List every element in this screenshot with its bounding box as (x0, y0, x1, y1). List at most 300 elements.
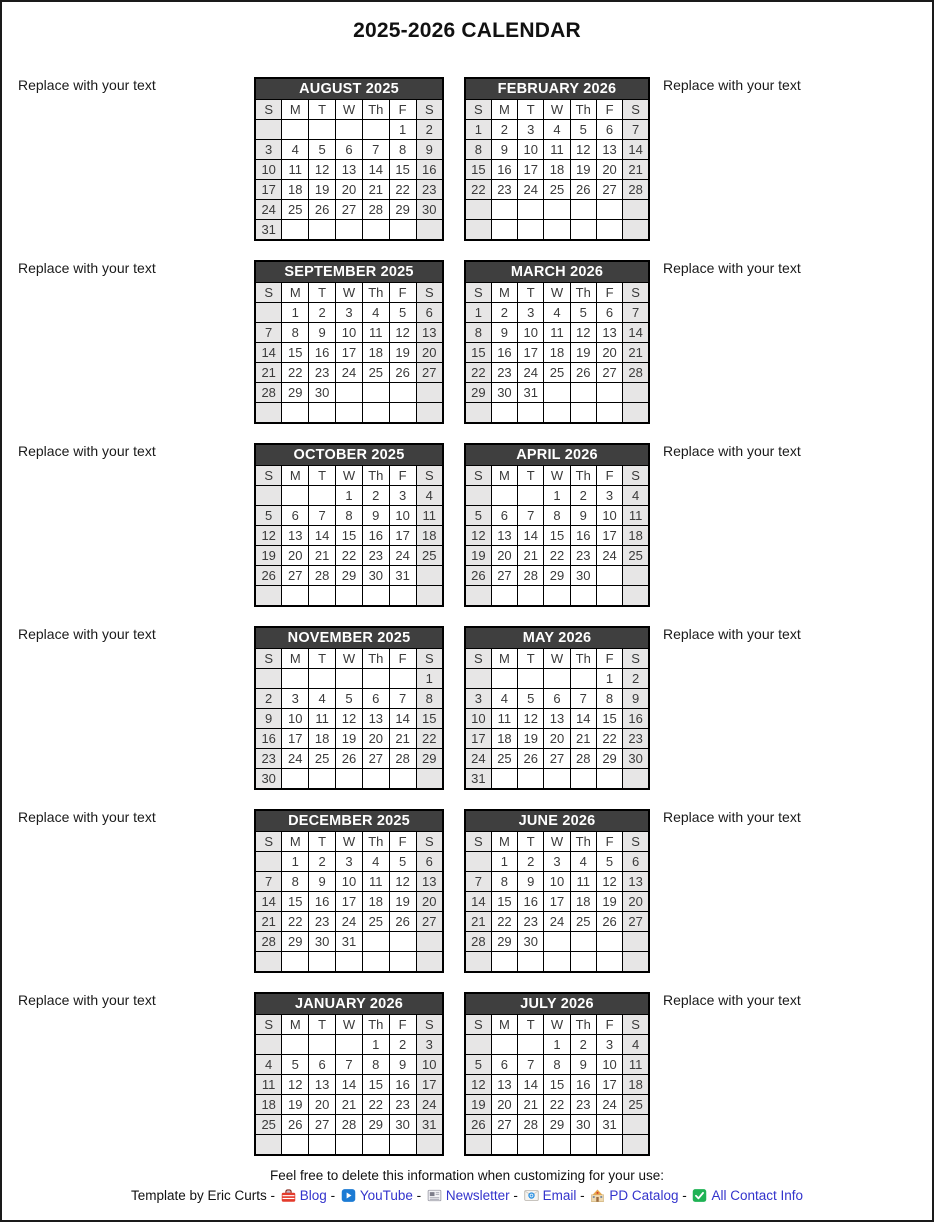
footer-note: Feel free to delete this information when customizing for your use: (270, 1168, 664, 1183)
day-cell: 27 (416, 363, 443, 383)
day-cell (336, 769, 363, 790)
day-cell: 30 (309, 932, 336, 952)
day-cell (389, 220, 416, 241)
day-header-cell: W (544, 832, 570, 852)
day-cell (416, 586, 443, 607)
day-cell: 10 (518, 323, 544, 343)
day-cell: 11 (416, 506, 443, 526)
day-cell: 3 (336, 852, 363, 872)
day-cell (255, 403, 282, 424)
day-header-cell: W (544, 1015, 570, 1035)
day-cell: 14 (336, 1075, 363, 1095)
day-cell: 12 (570, 323, 596, 343)
day-cell: 22 (465, 180, 491, 200)
day-cell (336, 952, 363, 973)
day-cell (416, 952, 443, 973)
day-cell: 17 (255, 180, 282, 200)
day-cell: 28 (255, 383, 282, 403)
day-cell: 11 (623, 1055, 649, 1075)
day-cell: 4 (544, 120, 570, 140)
day-cell: 16 (255, 729, 282, 749)
calendar-row-5 (2, 809, 932, 992)
day-cell: 27 (491, 566, 517, 586)
day-cell: 18 (544, 343, 570, 363)
day-cell: 24 (389, 546, 416, 566)
month-calendar-october-2025 (254, 443, 444, 607)
day-cell (518, 669, 544, 689)
day-header-cell: M (282, 283, 309, 303)
placeholder-text-right-2[interactable]: Replace with your text (663, 260, 801, 276)
placeholder-text-left-4[interactable]: Replace with your text (18, 626, 156, 642)
day-header-cell: Th (570, 466, 596, 486)
day-cell: 15 (389, 160, 416, 180)
day-header-cell: W (336, 832, 363, 852)
day-cell (465, 1135, 491, 1156)
day-cell: 3 (416, 1035, 443, 1055)
day-cell: 5 (518, 689, 544, 709)
day-cell: 3 (336, 303, 363, 323)
day-cell: 2 (309, 852, 336, 872)
day-header-cell: S (465, 649, 491, 669)
day-cell: 25 (623, 546, 649, 566)
day-header-cell: F (389, 466, 416, 486)
day-header-cell: S (465, 832, 491, 852)
day-cell (389, 383, 416, 403)
day-cell: 3 (282, 689, 309, 709)
day-cell: 1 (389, 120, 416, 140)
day-header-cell: F (596, 283, 622, 303)
day-cell (255, 852, 282, 872)
day-cell: 10 (255, 160, 282, 180)
month-calendar-june-2026 (464, 809, 650, 973)
day-cell (518, 586, 544, 607)
placeholder-text-left-6[interactable]: Replace with your text (18, 992, 156, 1008)
day-cell: 26 (596, 912, 622, 932)
day-cell: 10 (596, 1055, 622, 1075)
day-cell (491, 586, 517, 607)
footer-separator: - (412, 1188, 425, 1203)
day-cell: 20 (596, 160, 622, 180)
day-cell: 26 (465, 1115, 491, 1135)
day-cell: 1 (596, 669, 622, 689)
day-cell: 5 (336, 689, 363, 709)
day-cell: 8 (362, 1055, 389, 1075)
day-header-cell: F (389, 283, 416, 303)
day-cell (336, 586, 363, 607)
day-cell: 23 (255, 749, 282, 769)
day-cell: 13 (282, 526, 309, 546)
day-header-cell: F (389, 1015, 416, 1035)
month-calendar-august-2025 (254, 77, 444, 241)
day-cell: 1 (282, 303, 309, 323)
placeholder-text-right-6[interactable]: Replace with your text (663, 992, 801, 1008)
day-cell: 22 (282, 912, 309, 932)
day-cell: 25 (623, 1095, 649, 1115)
day-cell: 26 (570, 363, 596, 383)
day-header-cell: M (491, 832, 517, 852)
day-cell: 15 (416, 709, 443, 729)
day-cell: 9 (309, 323, 336, 343)
day-header-cell: S (255, 832, 282, 852)
day-cell (544, 1135, 570, 1156)
day-cell: 10 (544, 872, 570, 892)
day-cell: 21 (465, 912, 491, 932)
day-cell: 11 (362, 872, 389, 892)
day-cell: 2 (491, 303, 517, 323)
day-header-cell: Th (362, 1015, 389, 1035)
month-calendar-november-2025 (254, 626, 444, 790)
day-cell: 1 (544, 486, 570, 506)
day-cell: 20 (336, 180, 363, 200)
day-header-cell: W (544, 466, 570, 486)
day-cell (570, 200, 596, 220)
day-cell: 23 (570, 546, 596, 566)
day-cell: 12 (465, 526, 491, 546)
day-cell (570, 769, 596, 790)
day-cell: 18 (623, 1075, 649, 1095)
day-cell: 16 (309, 892, 336, 912)
day-cell: 28 (570, 749, 596, 769)
day-cell: 26 (389, 363, 416, 383)
day-cell: 20 (491, 546, 517, 566)
day-cell: 16 (362, 526, 389, 546)
day-cell: 15 (282, 892, 309, 912)
day-cell: 27 (362, 749, 389, 769)
day-cell: 23 (491, 180, 517, 200)
day-cell: 11 (544, 140, 570, 160)
day-header-cell: Th (570, 832, 596, 852)
month-title-november-2025: NOVEMBER 2025 (255, 627, 443, 649)
day-cell (255, 303, 282, 323)
day-cell: 8 (465, 140, 491, 160)
day-cell: 30 (570, 566, 596, 586)
day-cell: 1 (336, 486, 363, 506)
day-header-cell: S (416, 466, 443, 486)
day-cell: 7 (255, 872, 282, 892)
day-cell: 14 (309, 526, 336, 546)
month-title-march-2026: MARCH 2026 (465, 261, 649, 283)
day-cell: 27 (416, 912, 443, 932)
day-header-cell: M (491, 649, 517, 669)
day-cell: 9 (491, 323, 517, 343)
day-cell: 13 (416, 323, 443, 343)
day-cell (518, 952, 544, 973)
day-cell: 29 (282, 932, 309, 952)
day-cell: 26 (389, 912, 416, 932)
day-cell: 26 (570, 180, 596, 200)
newspaper-icon (427, 1188, 442, 1203)
day-cell: 9 (518, 872, 544, 892)
day-cell: 7 (518, 506, 544, 526)
day-cell: 21 (255, 363, 282, 383)
day-cell (309, 1035, 336, 1055)
month-calendar-july-2026 (464, 992, 650, 1156)
day-cell: 21 (570, 729, 596, 749)
day-cell (518, 220, 544, 241)
footer-link-blog[interactable]: Blog (299, 1188, 327, 1203)
day-cell: 21 (623, 343, 649, 363)
day-cell: 17 (518, 343, 544, 363)
day-cell: 29 (596, 749, 622, 769)
day-cell (362, 1135, 389, 1156)
day-cell (309, 120, 336, 140)
day-cell: 19 (570, 160, 596, 180)
day-cell: 8 (282, 872, 309, 892)
day-cell: 12 (389, 323, 416, 343)
day-cell (309, 486, 336, 506)
day-cell: 26 (518, 749, 544, 769)
day-cell (518, 1135, 544, 1156)
footer-link-all-contact-info[interactable]: All Contact Info (711, 1188, 804, 1203)
day-cell: 23 (623, 729, 649, 749)
day-cell: 12 (336, 709, 363, 729)
day-cell: 6 (416, 852, 443, 872)
green-check-icon (692, 1188, 707, 1203)
footer-separator: - (678, 1188, 691, 1203)
day-cell: 24 (518, 363, 544, 383)
day-cell: 13 (491, 1075, 517, 1095)
day-cell: 9 (491, 140, 517, 160)
month-title-october-2025: OCTOBER 2025 (255, 444, 443, 466)
day-cell (282, 586, 309, 607)
day-cell (623, 200, 649, 220)
month-title-february-2026: FEBRUARY 2026 (465, 78, 649, 100)
day-cell (544, 769, 570, 790)
day-header-cell: S (255, 1015, 282, 1035)
day-cell: 17 (389, 526, 416, 546)
placeholder-text-right-4[interactable]: Replace with your text (663, 626, 801, 642)
day-cell: 7 (336, 1055, 363, 1075)
day-cell (623, 586, 649, 607)
day-cell (623, 932, 649, 952)
day-cell (416, 220, 443, 241)
placeholder-text-left-2[interactable]: Replace with your text (18, 260, 156, 276)
day-cell: 29 (544, 1115, 570, 1135)
day-cell (309, 669, 336, 689)
day-cell: 6 (282, 506, 309, 526)
day-header-cell: W (336, 466, 363, 486)
day-cell: 5 (282, 1055, 309, 1075)
day-cell (596, 566, 622, 586)
day-cell (255, 486, 282, 506)
day-cell: 23 (309, 912, 336, 932)
day-cell (282, 769, 309, 790)
day-cell (596, 932, 622, 952)
day-cell (336, 120, 363, 140)
day-cell (416, 383, 443, 403)
day-cell: 20 (309, 1095, 336, 1115)
day-header-cell: S (623, 283, 649, 303)
day-cell: 16 (389, 1075, 416, 1095)
day-cell: 7 (623, 120, 649, 140)
month-title-july-2026: JULY 2026 (465, 993, 649, 1015)
day-cell: 13 (362, 709, 389, 729)
day-cell: 10 (336, 872, 363, 892)
day-cell (362, 120, 389, 140)
day-cell (491, 200, 517, 220)
day-header-cell: Th (362, 832, 389, 852)
day-cell: 19 (389, 343, 416, 363)
day-cell: 13 (491, 526, 517, 546)
day-cell: 19 (282, 1095, 309, 1115)
day-cell (282, 1035, 309, 1055)
day-cell: 27 (309, 1115, 336, 1135)
day-cell (362, 932, 389, 952)
day-cell: 28 (623, 363, 649, 383)
day-cell: 17 (416, 1075, 443, 1095)
day-cell: 18 (570, 892, 596, 912)
day-cell: 18 (362, 343, 389, 363)
day-cell: 30 (491, 383, 517, 403)
day-cell: 4 (623, 486, 649, 506)
day-cell: 16 (570, 526, 596, 546)
day-cell (623, 566, 649, 586)
day-cell (309, 1135, 336, 1156)
day-cell: 13 (596, 140, 622, 160)
day-cell: 6 (596, 120, 622, 140)
day-cell: 30 (362, 566, 389, 586)
day-cell: 16 (518, 892, 544, 912)
day-header-cell: Th (362, 466, 389, 486)
day-cell: 14 (255, 892, 282, 912)
day-cell: 19 (465, 1095, 491, 1115)
footer-link-newsletter[interactable]: Newsletter (445, 1188, 510, 1203)
day-cell: 7 (362, 140, 389, 160)
day-cell: 1 (282, 852, 309, 872)
day-cell: 11 (362, 323, 389, 343)
day-cell (570, 932, 596, 952)
day-cell: 16 (491, 343, 517, 363)
day-cell (596, 200, 622, 220)
day-cell (389, 586, 416, 607)
placeholder-text-right-5[interactable]: Replace with your text (663, 809, 801, 825)
day-cell (491, 220, 517, 241)
day-cell: 15 (465, 343, 491, 363)
day-header-cell: S (465, 466, 491, 486)
day-cell (282, 669, 309, 689)
day-cell: 25 (255, 1115, 282, 1135)
day-header-cell: M (491, 100, 517, 120)
day-cell (282, 120, 309, 140)
day-cell: 6 (491, 506, 517, 526)
day-cell (544, 403, 570, 424)
day-cell: 19 (309, 180, 336, 200)
day-cell: 21 (518, 1095, 544, 1115)
day-cell: 17 (336, 892, 363, 912)
placeholder-text-right-1[interactable]: Replace with your text (663, 77, 801, 93)
day-cell (309, 952, 336, 973)
day-cell: 19 (570, 343, 596, 363)
day-header-cell: S (465, 100, 491, 120)
month-calendar-december-2025 (254, 809, 444, 973)
day-cell: 6 (336, 140, 363, 160)
day-cell: 30 (570, 1115, 596, 1135)
placeholder-text-right-3[interactable]: Replace with your text (663, 443, 801, 459)
day-header-cell: S (465, 1015, 491, 1035)
day-cell: 6 (596, 303, 622, 323)
day-header-cell: T (309, 283, 336, 303)
day-header-cell: M (282, 649, 309, 669)
day-header-cell: T (309, 466, 336, 486)
day-cell: 24 (336, 912, 363, 932)
day-cell: 11 (309, 709, 336, 729)
day-cell (491, 403, 517, 424)
day-cell (309, 586, 336, 607)
day-cell: 15 (282, 343, 309, 363)
day-cell: 14 (362, 160, 389, 180)
day-cell: 5 (255, 506, 282, 526)
placeholder-text-left-3[interactable]: Replace with your text (18, 443, 156, 459)
day-cell: 28 (336, 1115, 363, 1135)
day-cell: 21 (255, 912, 282, 932)
day-cell (596, 403, 622, 424)
day-cell: 2 (362, 486, 389, 506)
day-cell: 23 (416, 180, 443, 200)
day-header-cell: Th (570, 283, 596, 303)
day-header-cell: F (596, 100, 622, 120)
calendar-row-6 (2, 992, 932, 1156)
day-cell: 24 (518, 180, 544, 200)
day-header-cell: W (336, 649, 363, 669)
day-cell: 10 (596, 506, 622, 526)
footer-link-pd-catalog[interactable]: PD Catalog (609, 1188, 679, 1203)
day-header-cell: F (596, 832, 622, 852)
placeholder-text-left-1[interactable]: Replace with your text (18, 77, 156, 93)
day-header-cell: W (544, 100, 570, 120)
day-cell: 28 (465, 932, 491, 952)
day-cell: 9 (570, 506, 596, 526)
day-cell: 14 (623, 323, 649, 343)
day-cell: 14 (465, 892, 491, 912)
day-cell: 9 (389, 1055, 416, 1075)
footer-separator: - (509, 1188, 522, 1203)
day-header-cell: S (255, 283, 282, 303)
day-cell (309, 403, 336, 424)
day-cell: 25 (544, 180, 570, 200)
day-cell (544, 669, 570, 689)
day-cell (389, 669, 416, 689)
day-cell (570, 403, 596, 424)
placeholder-text-left-5[interactable]: Replace with your text (18, 809, 156, 825)
day-cell (465, 586, 491, 607)
day-cell: 13 (416, 872, 443, 892)
day-cell: 28 (309, 566, 336, 586)
month-title-december-2025: DECEMBER 2025 (255, 810, 443, 832)
day-cell (465, 952, 491, 973)
day-header-cell: F (596, 466, 622, 486)
footer-link-email[interactable]: Email (542, 1188, 577, 1203)
day-header-cell: F (389, 649, 416, 669)
day-cell: 8 (491, 872, 517, 892)
day-cell (491, 486, 517, 506)
day-cell: 4 (362, 303, 389, 323)
day-cell (336, 1035, 363, 1055)
day-cell: 5 (570, 120, 596, 140)
day-cell: 4 (491, 689, 517, 709)
day-cell: 31 (596, 1115, 622, 1135)
footer-link-youtube[interactable]: YouTube (359, 1188, 413, 1203)
day-cell: 6 (416, 303, 443, 323)
day-cell: 28 (518, 1115, 544, 1135)
day-cell: 20 (416, 892, 443, 912)
day-header-cell: M (282, 832, 309, 852)
day-cell: 18 (544, 160, 570, 180)
day-cell: 10 (282, 709, 309, 729)
day-cell: 29 (336, 566, 363, 586)
day-header-cell: S (255, 100, 282, 120)
day-cell: 6 (309, 1055, 336, 1075)
day-cell: 9 (255, 709, 282, 729)
